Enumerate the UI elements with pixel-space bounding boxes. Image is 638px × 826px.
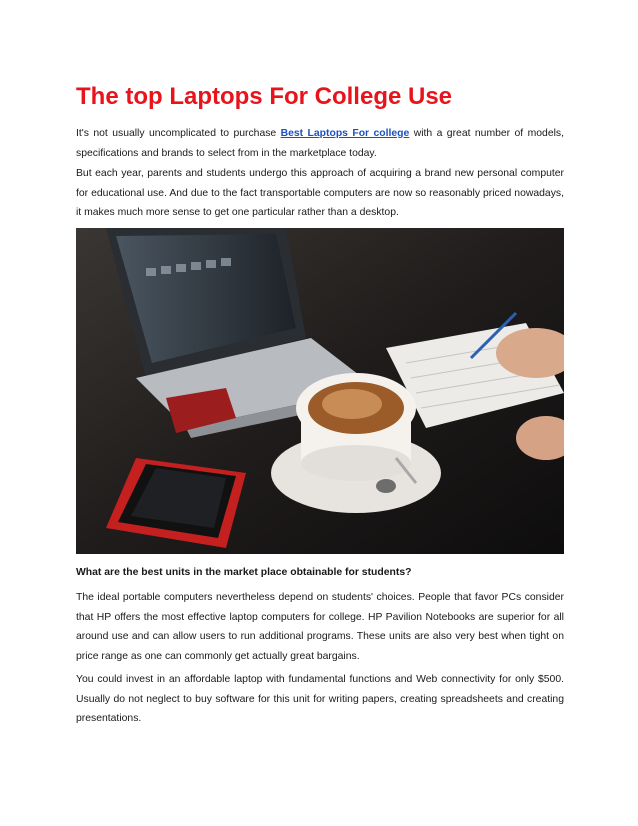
intro-text-before: It's not usually uncomplicated to purchase	[76, 128, 281, 139]
section-question: What are the best units in the market place obtainable for students?	[76, 567, 412, 578]
paragraph-4: You could invest in an affordable laptop with fundamental functions and Web connectivity for only $500. Usually do not neglect to buy software for this unit for writing papers, creating spreadsheets and creating presentations.	[76, 674, 564, 724]
paragraph-2: But each year, parents and students undergo this approach of acquiring a brand new personal computer for educational use. And due to the fact transportable computers are now so reasonably priced nowadays, it makes much more sense to get one particular rather than a desktop.	[76, 168, 564, 218]
best-laptops-link[interactable]: Best Laptops For college	[280, 128, 410, 139]
laptop-coffee-photo	[76, 228, 564, 554]
page-title: The top Laptops For College Use	[76, 83, 453, 110]
intro-paragraph	[76, 124, 564, 163]
intro-text-after: with a great number of models, specifications and brands to select from in the marketplace today.	[76, 128, 564, 159]
paragraph-3: The ideal portable computers nevertheless depend on students' choices. People that favor PCs consider that HP offers the most effective laptop computers for college. HP Pavilion Notebooks are superior for all around use and can allow users to run additional programs. These units are also very best when tight on price range as one can commonly get actually great bargains.	[76, 592, 564, 662]
